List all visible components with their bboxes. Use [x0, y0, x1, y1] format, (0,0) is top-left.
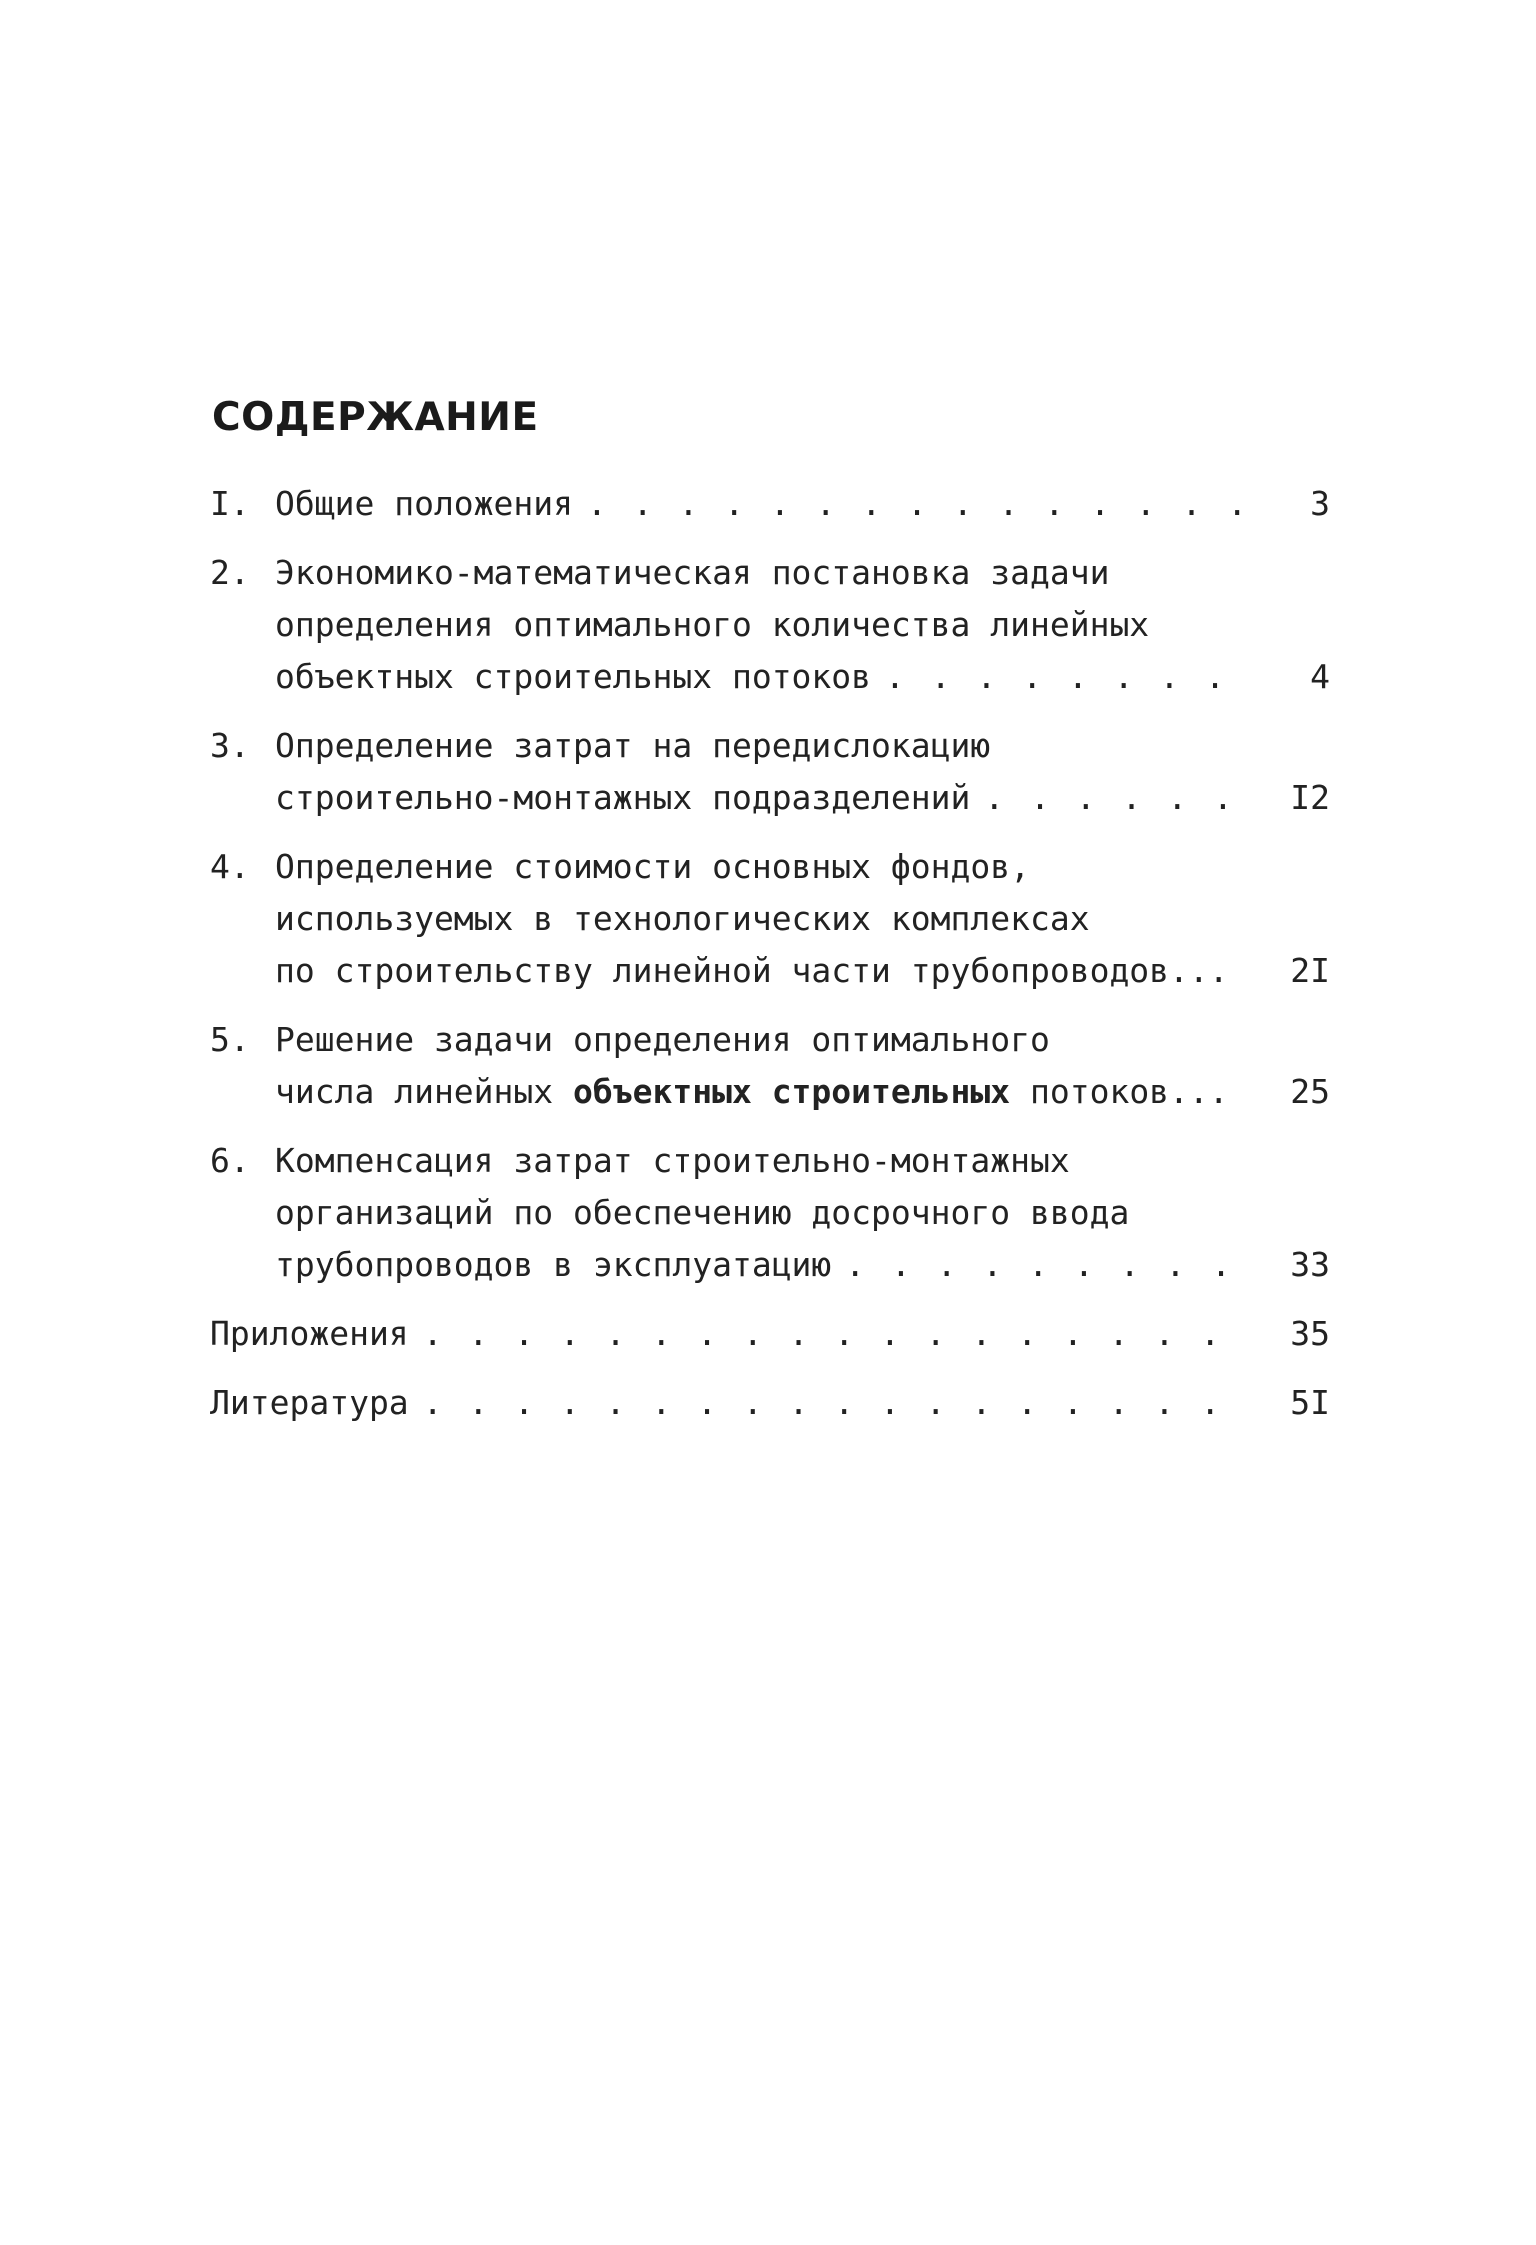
toc-entry [210, 720, 1330, 824]
table-of-contents [210, 478, 1330, 1429]
toc-entry-title: Литература [210, 1383, 409, 1422]
toc-entry-number: I. [210, 484, 250, 523]
toc-entry-number: 6. [210, 1141, 250, 1180]
toc-entry-text-plain: числа линейных [275, 1072, 574, 1111]
dot-leader [423, 1308, 1250, 1360]
toc-entry-number: 2. [210, 553, 250, 592]
toc-line [210, 1135, 1330, 1187]
toc-entry-title-continued: определения оптимального количества линейных [275, 605, 1150, 644]
toc-page-number: 33 [1290, 1245, 1330, 1284]
toc-entry-title-continued: используемых в технологических комплексах [275, 899, 1090, 938]
toc-page-number: 25 [1290, 1072, 1330, 1111]
toc-entry-title: Приложения [210, 1314, 409, 1353]
toc-line [210, 772, 1330, 824]
toc-entry [210, 1014, 1330, 1118]
toc-entry [210, 478, 1330, 530]
toc-line-text [275, 1239, 1330, 1291]
toc-line [210, 1014, 1330, 1066]
dot-leader [587, 478, 1250, 530]
toc-line [210, 1187, 1330, 1239]
toc-line [210, 841, 1330, 893]
toc-entry-number: 5. [210, 1020, 250, 1059]
toc-entry-title-continued: по строительству линейной части трубопроводов... [275, 951, 1229, 990]
toc-entry-title: Определение стоимости основных фондов, [275, 847, 1030, 886]
toc-page-number: 3 [1310, 484, 1330, 523]
toc-entry-text-bold: объектных строительных [573, 1072, 1011, 1111]
toc-line [210, 893, 1330, 945]
toc-entry-title: Экономико-математическая постановка задачи [275, 553, 1110, 592]
toc-page-number: 4 [1310, 657, 1330, 696]
toc-entry-title: Определение затрат на передислокацию [275, 726, 991, 765]
toc-entry-title-continued: трубопроводов в эксплуатацию [275, 1245, 832, 1284]
toc-line-text [275, 1066, 1330, 1118]
toc-line-text [275, 945, 1330, 997]
page-title: СОДЕРЖАНИЕ [212, 395, 539, 440]
toc-entry-title: Решение задачи определения оптимального [275, 1020, 1050, 1059]
toc-entry-title-continued: организаций по обеспечению досрочного ввода [275, 1193, 1130, 1232]
toc-page-number: I2 [1290, 778, 1330, 817]
toc-entry-title-continued: объектных строительных потоков [275, 657, 872, 696]
toc-entry [210, 547, 1330, 703]
toc-entry [210, 1135, 1330, 1291]
toc-page-number: 35 [1290, 1314, 1330, 1353]
toc-entry-number: 3. [210, 726, 250, 765]
toc-line-text [275, 651, 1330, 703]
toc-line [210, 1377, 1330, 1429]
toc-line-text [210, 1308, 1330, 1360]
dot-leader [423, 1377, 1250, 1429]
toc-line [210, 720, 1330, 772]
toc-line [210, 945, 1330, 997]
toc-entry [210, 841, 1330, 997]
toc-line [210, 1239, 1330, 1291]
toc-line [210, 478, 1330, 530]
toc-page-number: 5I [1290, 1383, 1330, 1422]
toc-line [210, 651, 1330, 703]
toc-line [210, 599, 1330, 651]
toc-line-text [275, 772, 1330, 824]
toc-line-text [275, 478, 1330, 530]
toc-line [210, 1066, 1330, 1118]
toc-line [210, 1308, 1330, 1360]
dot-leader [984, 772, 1250, 824]
dot-leader [845, 1239, 1250, 1291]
toc-entry-title-continued [275, 1066, 1229, 1118]
toc-page-number: 2I [1290, 951, 1330, 990]
toc-entry-number: 4. [210, 847, 250, 886]
dot-leader [885, 651, 1250, 703]
toc-entry [210, 1308, 1330, 1360]
toc-entry-title: Общие положения [275, 484, 574, 523]
toc-line [210, 547, 1330, 599]
toc-entry-title-continued: строительно-монтажных подразделений [275, 778, 971, 817]
toc-entry-text-plain: потоков... [1010, 1072, 1229, 1111]
toc-entry [210, 1377, 1330, 1429]
toc-entry-title: Компенсация затрат строительно-монтажных [275, 1141, 1070, 1180]
toc-line-text [210, 1377, 1330, 1429]
